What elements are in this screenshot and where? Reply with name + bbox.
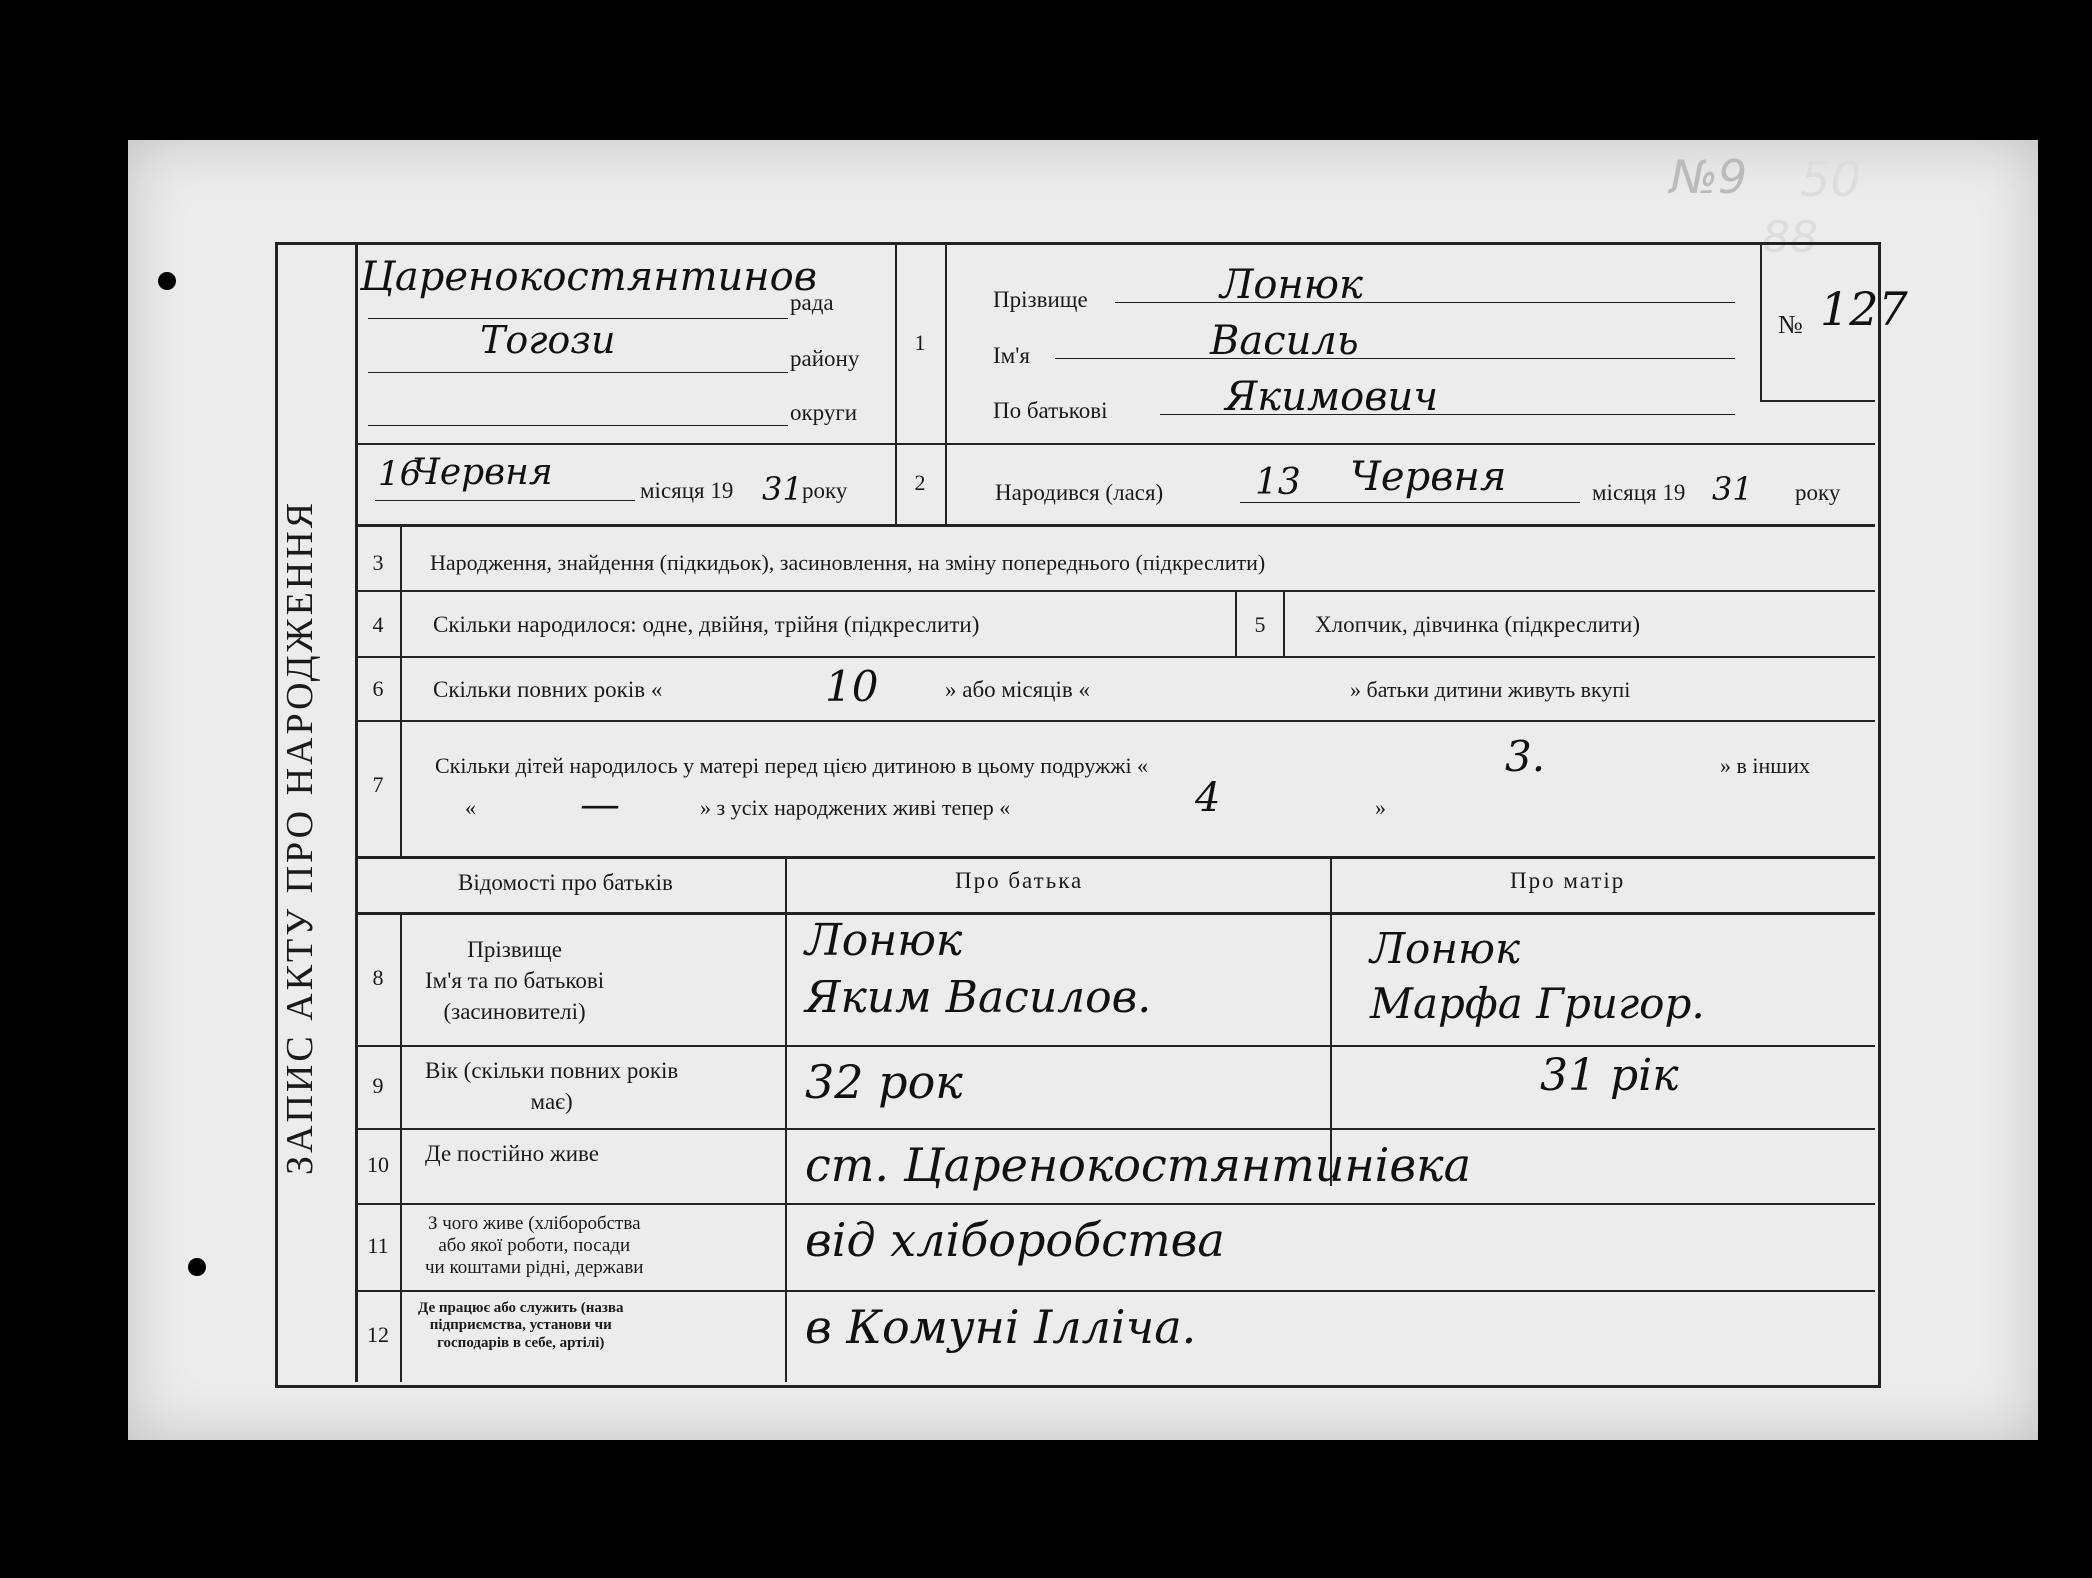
father-value: ст. Царенокостянтинівка: [805, 1138, 1472, 1192]
birth-day-value: 13: [1255, 462, 1301, 503]
punch-hole-bottom: [188, 1258, 206, 1276]
mother-value: 31 рік: [1540, 1050, 1679, 1101]
row-divider: [355, 1203, 1875, 1205]
father-value: в Комуні Ілліча.: [805, 1300, 1197, 1354]
margin-mark-below: 88: [1762, 212, 1818, 263]
birth-label: Народився (лася): [995, 480, 1164, 505]
punch-hole-top: [158, 272, 176, 290]
okruga-label: округи: [790, 400, 858, 425]
row7-other-value: —: [580, 782, 620, 828]
surname-value: Лонюк: [1220, 262, 1363, 308]
parents-row-num: 8: [372, 964, 384, 990]
row7-text-a: Скільки дітей народилось у матері перед цією дитиною в цьому подружжі «: [435, 753, 1149, 778]
row7-text-c: «: [465, 795, 476, 820]
row7-this-marriage-value: 3.: [1505, 732, 1546, 781]
birth-month-label: місяця 19: [1592, 480, 1686, 505]
parents-col2-header: Про батька: [955, 868, 1084, 893]
rada-value: Царенокостянтинов: [360, 254, 817, 300]
row-num-7: 7: [372, 772, 384, 797]
patronymic-value: Якимович: [1225, 374, 1439, 420]
mother-value: Лонюк Марфа Григор.: [1370, 924, 1705, 1028]
row6-text-c: » батьки дитини живуть вкупі: [1350, 677, 1631, 702]
parents-row-label: Вік (скільки повних років має): [425, 1058, 679, 1115]
reg-month-label: місяця 19: [640, 478, 734, 503]
parents-col1-header: Відомості про батьків: [458, 870, 673, 895]
parents-row-label: Де працює або служить (назва підприємства, установи чи господарів в себе, артілі): [418, 1300, 624, 1351]
parents-col3-header: Про матір: [1510, 868, 1626, 893]
margin-mark-left: №9: [1670, 150, 1748, 204]
name-value: Василь: [1210, 318, 1359, 364]
row-divider: [355, 1128, 1875, 1130]
row-num-1: 1: [914, 330, 926, 355]
parents-row-num: 9: [372, 1072, 384, 1098]
row6-text-b: » або місяців «: [945, 677, 1090, 702]
rayon-value: Тогози: [480, 318, 616, 362]
parents-row-num: 11: [367, 1232, 389, 1258]
father-value: від хліборобства: [805, 1213, 1225, 1267]
row-num-3: 3: [372, 550, 384, 575]
reg-month-value: Червня: [412, 452, 553, 493]
row-num-6: 6: [372, 676, 384, 701]
parents-row-num: 10: [367, 1151, 389, 1177]
parents-row-label: Прізвище Ім'я та по батькові (засиновителі): [425, 937, 605, 1025]
father-value: 32 рок: [805, 1055, 963, 1109]
margin-mark-top: 50: [1800, 152, 1862, 208]
row5-text: Хлопчик, дівчинка (підкреслити): [1315, 612, 1641, 637]
birth-year-value: 31: [1712, 470, 1753, 508]
patronymic-label: По батькові: [993, 398, 1108, 423]
reg-year-value: 31: [762, 470, 803, 508]
row7-text-e: »: [1375, 795, 1386, 820]
record-no-value: 127: [1820, 282, 1908, 336]
side-title: ЗАПИС АКТУ ПРО НАРОДЖЕННЯ: [279, 499, 321, 1175]
row7-text-d: » з усіх народжених живі тепер «: [700, 795, 1011, 820]
parents-row-label: Де постійно живе: [425, 1141, 599, 1166]
row-num-2: 2: [914, 470, 926, 495]
row4-text: Скільки народилося: одне, двійня, трійня (підкреслити): [433, 612, 980, 637]
reg-day-value: 16: [378, 454, 422, 494]
row-num-5: 5: [1254, 612, 1266, 637]
row7-text-b: » в інших: [1720, 753, 1810, 778]
father-value: Лонюк Яким Василов.: [805, 915, 1152, 1024]
row6-text-a: Скільки повних років «: [433, 677, 663, 702]
row6-years-value: 10: [825, 662, 879, 711]
row-num-4: 4: [372, 612, 384, 637]
rayon-label: району: [790, 346, 860, 371]
parents-row-num: 12: [367, 1322, 389, 1347]
record-no-label: №: [1778, 310, 1803, 339]
row7-alive-value: 4: [1195, 775, 1221, 821]
birth-month-value: Червня: [1350, 454, 1507, 500]
birth-year-label: року: [1795, 480, 1841, 505]
rada-label: рада: [790, 290, 834, 315]
reg-year-label: року: [802, 478, 848, 503]
row3-text: Народження, знайдення (підкидьок), засиновлення, на зміну попереднього (підкреслити): [430, 550, 1266, 575]
row-divider: [355, 1290, 1875, 1292]
name-label: Ім'я: [993, 343, 1030, 368]
parents-row-label: З чого живе (хліборобства або якої роботи, посади чи коштами рідні, держави: [425, 1213, 644, 1278]
surname-label: Прізвище: [993, 287, 1088, 312]
